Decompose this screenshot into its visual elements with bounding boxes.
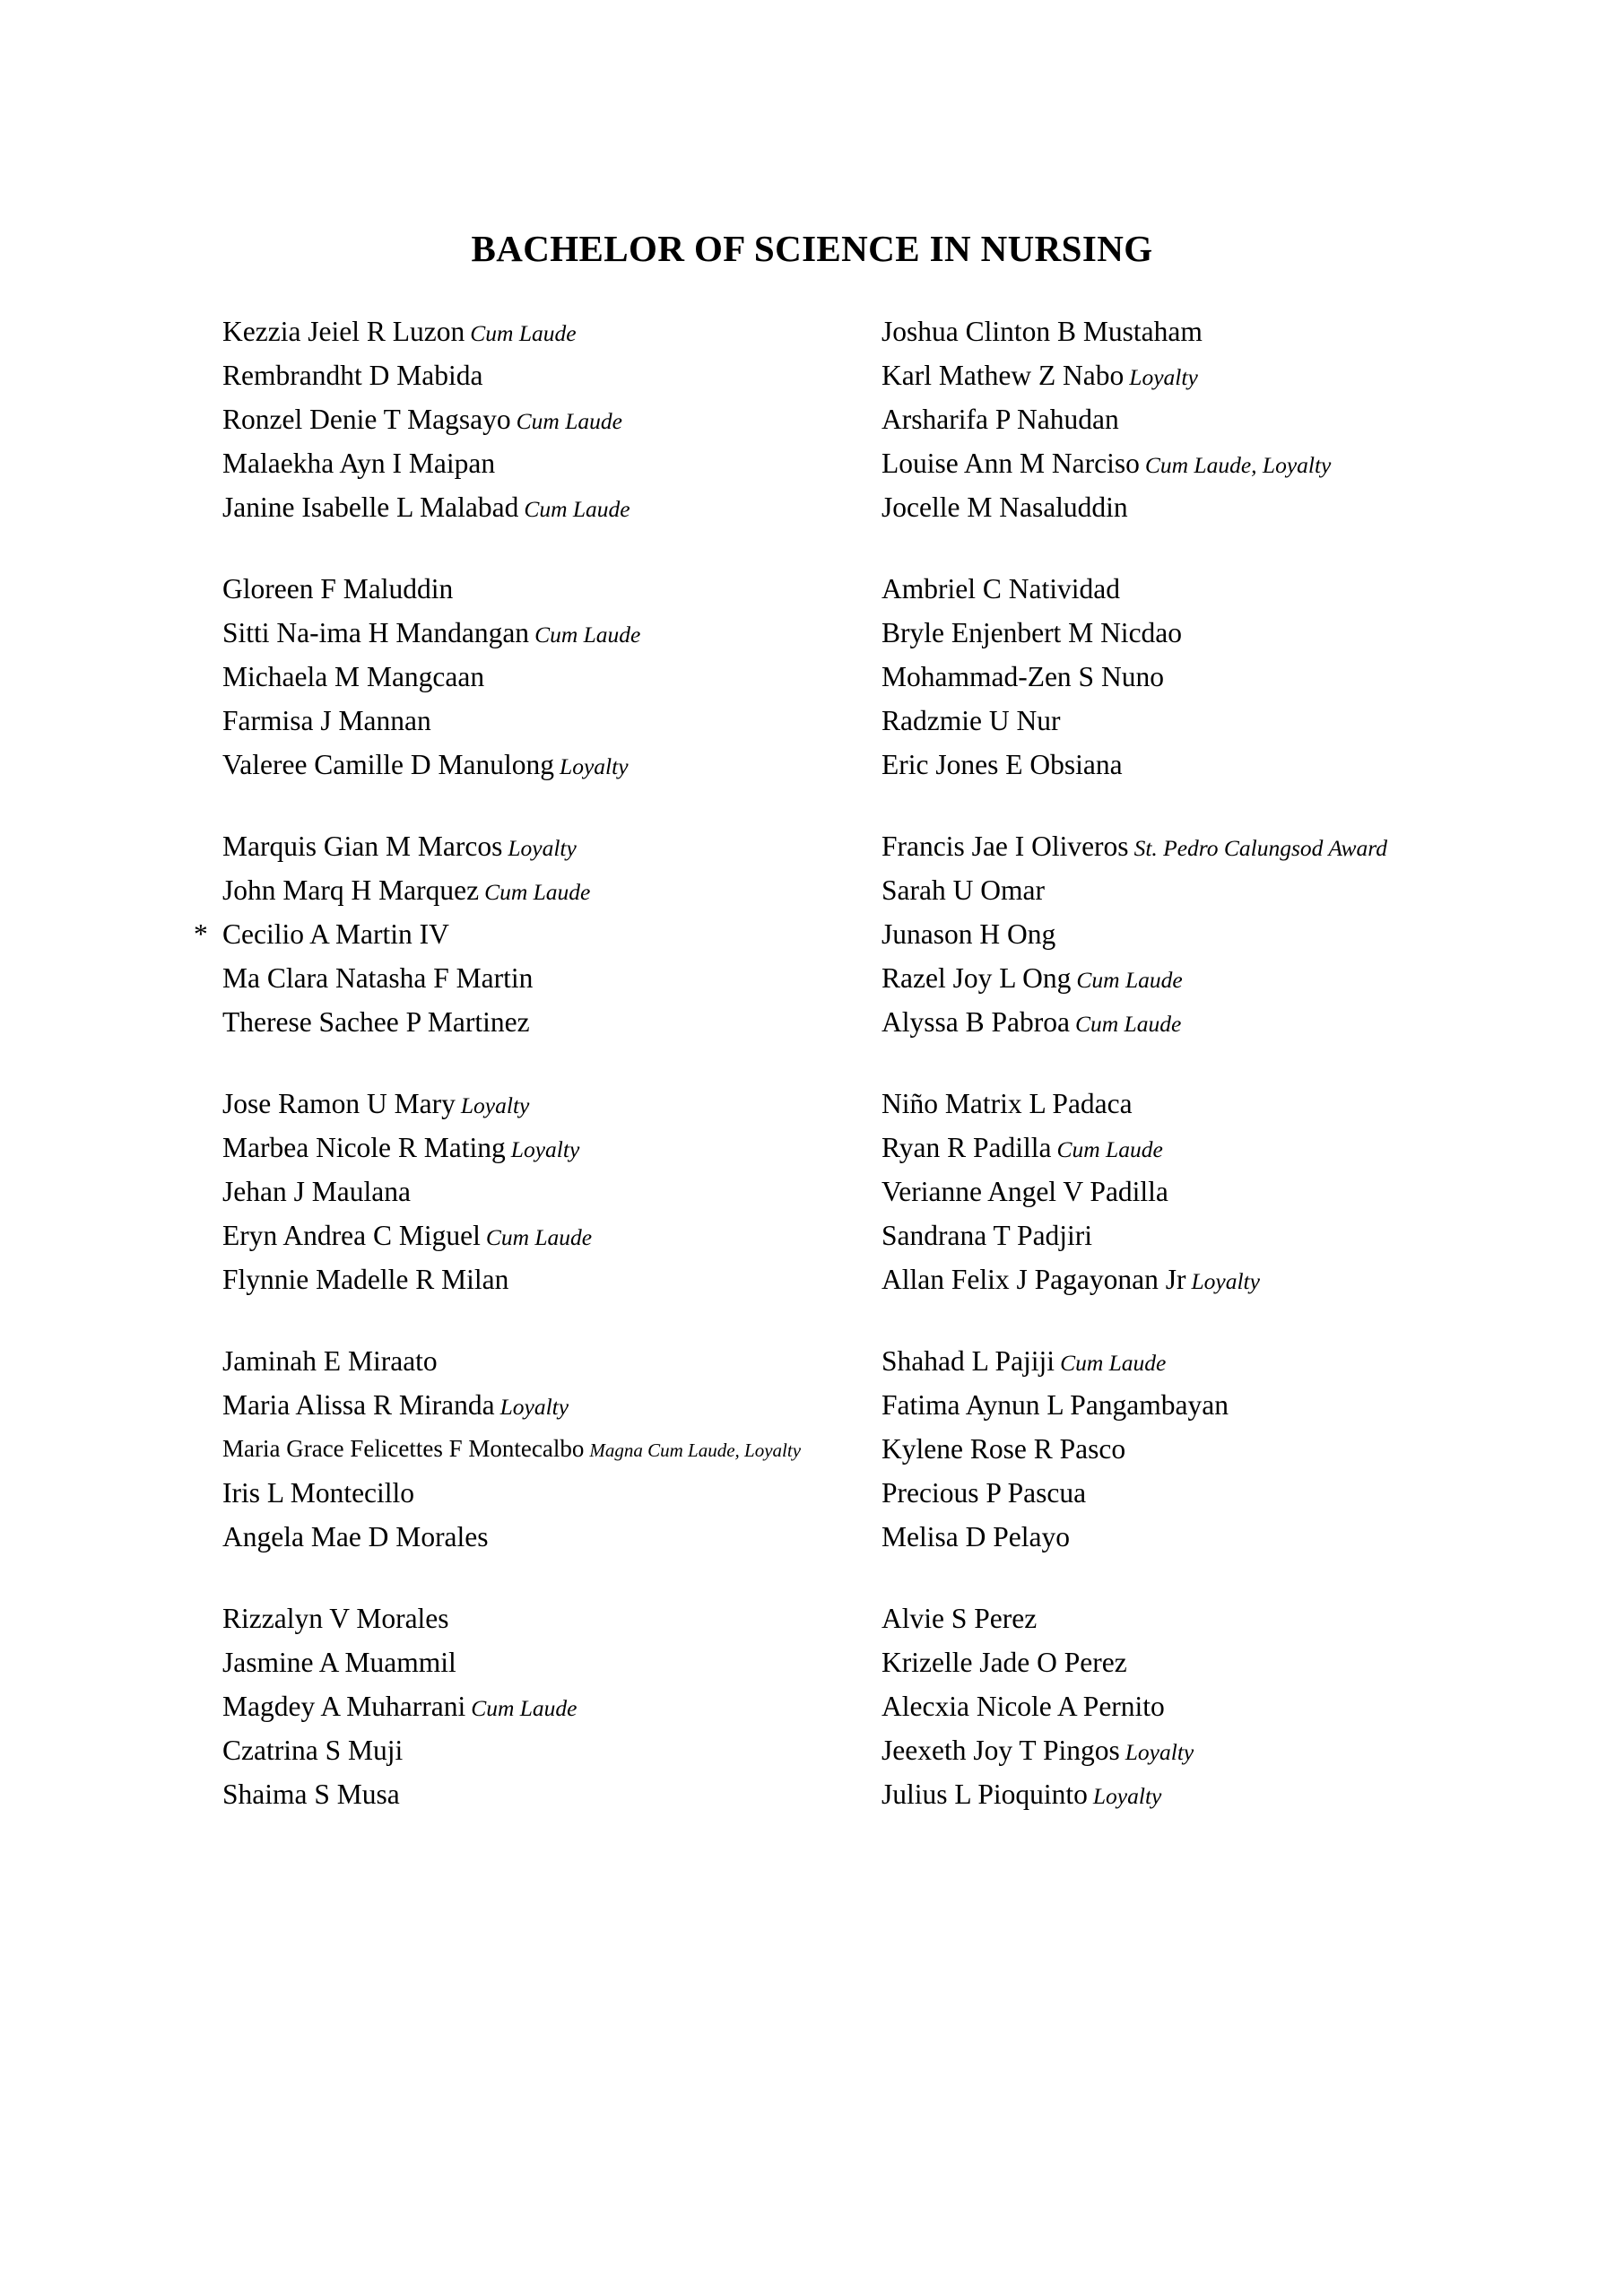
graduate-name: Ronzel Denie T Magsayo: [222, 404, 511, 435]
graduate-honor: Cum Laude: [1060, 1350, 1167, 1376]
graduate-entry: [881, 1257, 1563, 1301]
graduate-honor: Loyalty: [499, 1394, 569, 1420]
graduate-honor: Cum Laude, Loyalty: [1144, 452, 1332, 478]
graduate-name: Cecilio A Martin IV: [222, 918, 449, 950]
graduate-honor: Loyalty: [560, 753, 629, 779]
graduate-name: Alvie S Perez: [881, 1603, 1038, 1634]
graduate-honor: Loyalty: [1191, 1268, 1260, 1294]
graduate-entry: [222, 397, 850, 441]
graduate-entry: [222, 824, 850, 868]
graduate-name: Fatima Aynun L Pangambayan: [881, 1389, 1229, 1421]
graduate-entry: [881, 1427, 1563, 1471]
graduate-entry: [222, 699, 850, 743]
graduate-honor: Cum Laude: [1076, 967, 1183, 993]
graduate-name: Sandrana T Padjiri: [881, 1220, 1093, 1251]
graduate-name: Bryle Enjenbert M Nicdao: [881, 617, 1183, 648]
graduate-entry: [881, 1596, 1563, 1640]
graduate-name: Razel Joy L Ong: [881, 962, 1072, 994]
graduate-group: [222, 1596, 850, 1816]
graduate-entry: [881, 611, 1563, 655]
graduate-group: [881, 1339, 1563, 1559]
graduate-entry: [222, 1427, 850, 1471]
graduate-honor: Loyalty: [510, 1136, 580, 1162]
graduate-entry: [222, 485, 850, 529]
graduate-name: Shaima S Musa: [222, 1779, 400, 1810]
graduate-entry: [222, 868, 850, 912]
graduate-name: Ryan R Padilla: [881, 1132, 1052, 1163]
graduate-entry: [881, 1640, 1563, 1684]
graduate-name: Malaekha Ayn I Maipan: [222, 448, 496, 479]
graduate-honor: Cum Laude: [485, 1224, 593, 1250]
graduate-name: Krizelle Jade O Perez: [881, 1647, 1127, 1678]
graduate-entry: [222, 655, 850, 699]
graduate-honor: Magna Cum Laude, Loyalty: [589, 1439, 802, 1461]
graduate-name: Marquis Gian M Marcos: [222, 831, 503, 862]
graduate-entry: [222, 1596, 850, 1640]
graduate-name: Jocelle M Nasaluddin: [881, 491, 1128, 523]
graduate-entry: [222, 1772, 850, 1816]
graduate-name: Alecxia Nicole A Pernito: [881, 1691, 1165, 1722]
graduate-entry: [881, 485, 1563, 529]
graduate-entry: [881, 1515, 1563, 1559]
graduate-name: Kylene Rose R Pasco: [881, 1433, 1126, 1465]
graduate-name: Iris L Montecillo: [222, 1477, 415, 1509]
graduate-name: Jeexeth Joy T Pingos: [881, 1735, 1120, 1766]
asterisk-marker-icon: *: [194, 918, 208, 950]
graduate-group: [881, 567, 1563, 787]
graduate-entry: [881, 1082, 1563, 1126]
graduate-name: Michaela M Mangcaan: [222, 661, 485, 692]
graduate-name: Czatrina S Muji: [222, 1735, 404, 1766]
graduate-honor: Cum Laude: [470, 320, 577, 346]
graduate-entry: [222, 1000, 850, 1044]
graduate-name: Karl Mathew Z Nabo: [881, 360, 1125, 391]
graduate-entry: [881, 655, 1563, 699]
graduate-name: Gloreen F Maluddin: [222, 573, 454, 604]
graduate-name: Jasmine A Muammil: [222, 1647, 456, 1678]
graduate-name: John Marq H Marquez: [222, 874, 480, 906]
graduate-group: [881, 1596, 1563, 1816]
graduate-honor: Loyalty: [460, 1092, 530, 1118]
graduate-name: Sitti Na-ima H Mandangan: [222, 617, 530, 648]
graduate-entry: [222, 743, 850, 787]
graduate-name: Therese Sachee P Martinez: [222, 1006, 530, 1038]
graduate-column-left: [194, 309, 850, 1854]
graduate-name: Allan Felix J Pagayonan Jr: [881, 1264, 1186, 1295]
graduate-entry: [222, 1339, 850, 1383]
graduate-entry: [881, 1471, 1563, 1515]
graduate-column-right: [881, 309, 1563, 1854]
graduate-entry: [881, 1126, 1563, 1170]
graduate-entry: [881, 1684, 1563, 1728]
graduate-name: Verianne Angel V Padilla: [881, 1176, 1168, 1207]
graduate-entry: [881, 743, 1563, 787]
graduate-honor: Cum Laude: [516, 408, 622, 434]
graduate-entry: [222, 1082, 850, 1126]
page-title: BACHELOR OF SCIENCE IN NURSING: [471, 228, 1153, 270]
graduate-entry: [222, 1126, 850, 1170]
graduate-entry: [222, 353, 850, 397]
graduate-entry: [222, 1684, 850, 1728]
graduate-entry: [881, 1383, 1563, 1427]
graduate-entry: [881, 868, 1563, 912]
graduate-name: Farmisa J Mannan: [222, 705, 431, 736]
graduate-group: [222, 567, 850, 787]
graduate-name: Flynnie Madelle R Milan: [222, 1264, 509, 1295]
graduate-entry: [881, 309, 1563, 353]
graduate-name: Precious P Pascua: [881, 1477, 1087, 1509]
graduate-name: Radzmie U Nur: [881, 705, 1061, 736]
graduate-entry: [881, 1728, 1563, 1772]
graduate-entry: [881, 1772, 1563, 1816]
graduate-name: Ambriel C Natividad: [881, 573, 1120, 604]
graduate-entry: [222, 1471, 850, 1515]
graduate-entry: [222, 1257, 850, 1301]
graduate-entry: [222, 1515, 850, 1559]
graduate-entry: [881, 912, 1563, 956]
graduate-honor: Cum Laude: [471, 1695, 578, 1721]
graduate-honor: Cum Laude: [534, 622, 641, 648]
graduate-entry: [222, 1640, 850, 1684]
graduate-name: Janine Isabelle L Malabad: [222, 491, 519, 523]
graduate-name: Eric Jones E Obsiana: [881, 749, 1123, 780]
graduate-name: Arsharifa P Nahudan: [881, 404, 1119, 435]
graduate-group: [222, 309, 850, 529]
graduate-entry: [222, 611, 850, 655]
graduate-entry: [881, 1339, 1563, 1383]
graduate-entry: [881, 567, 1563, 611]
graduate-name: Valeree Camille D Manulong: [222, 749, 555, 780]
graduate-honor: Cum Laude: [1056, 1136, 1163, 1162]
graduate-entry: [222, 956, 850, 1000]
graduate-name: Alyssa B Pabroa: [881, 1006, 1070, 1038]
graduate-name: Jose Ramon U Mary: [222, 1088, 456, 1119]
graduate-group: [881, 1082, 1563, 1301]
graduate-entry: [881, 1170, 1563, 1213]
graduate-name: Niño Matrix L Padaca: [881, 1088, 1133, 1119]
graduate-name: Rembrandht D Mabida: [222, 360, 483, 391]
graduate-entry: [222, 567, 850, 611]
graduate-name: Angela Mae D Morales: [222, 1521, 489, 1552]
graduate-name: Melisa D Pelayo: [881, 1521, 1070, 1552]
graduate-name: Junason H Ong: [881, 918, 1056, 950]
graduate-name: Jehan J Maulana: [222, 1176, 411, 1207]
graduate-name: Joshua Clinton B Mustaham: [881, 316, 1203, 347]
graduate-entry: [222, 1728, 850, 1772]
graduate-name: Shahad L Pajiji: [881, 1345, 1055, 1377]
graduate-honor: Cum Laude: [524, 496, 630, 522]
graduate-name: Sarah U Omar: [881, 874, 1045, 906]
graduate-group: [881, 309, 1563, 529]
graduate-name: Julius L Pioquinto: [881, 1779, 1088, 1810]
graduate-name: Jaminah E Miraato: [222, 1345, 438, 1377]
graduate-entry: [222, 1213, 850, 1257]
graduate-honor: Cum Laude: [1074, 1011, 1182, 1037]
graduate-name: Magdey A Muharrani: [222, 1691, 466, 1722]
graduate-honor: Cum Laude: [484, 879, 591, 905]
graduate-entry: [222, 1383, 850, 1427]
graduate-name: Kezzia Jeiel R Luzon: [222, 316, 465, 347]
graduate-entry: [881, 1000, 1563, 1044]
graduate-name: Louise Ann M Narciso: [881, 448, 1140, 479]
graduate-group: [222, 1082, 850, 1301]
graduate-name: Mohammad-Zen S Nuno: [881, 661, 1164, 692]
graduate-entry: [881, 353, 1563, 397]
graduate-name: Francis Jae I Oliveros: [881, 831, 1129, 862]
graduate-group: [222, 1339, 850, 1559]
graduate-entry: [881, 956, 1563, 1000]
graduate-honor: Loyalty: [508, 835, 577, 861]
graduate-honor: Loyalty: [1129, 364, 1198, 390]
graduate-entry: [194, 912, 850, 956]
graduate-name: Maria Alissa R Miranda: [222, 1389, 495, 1421]
graduate-entry: [881, 1213, 1563, 1257]
graduate-honor: Loyalty: [1125, 1739, 1194, 1765]
graduate-name: Maria Grace Felicettes F Montecalbo: [222, 1435, 585, 1462]
graduate-honor: St. Pedro Calungsod Award: [1133, 835, 1387, 861]
graduate-name: Ma Clara Natasha F Martin: [222, 962, 534, 994]
graduate-entry: [222, 309, 850, 353]
graduate-honor: Loyalty: [1092, 1783, 1162, 1809]
graduate-entry: [222, 441, 850, 485]
graduate-name: Marbea Nicole R Mating: [222, 1132, 506, 1163]
graduate-entry: [222, 1170, 850, 1213]
graduate-entry: [881, 441, 1563, 485]
graduate-entry: [881, 397, 1563, 441]
graduate-group: [194, 824, 850, 1044]
graduate-name: Eryn Andrea C Miguel: [222, 1220, 481, 1251]
graduate-group: [881, 824, 1563, 1044]
graduate-entry: [881, 699, 1563, 743]
graduate-name: Rizzalyn V Morales: [222, 1603, 449, 1634]
graduate-entry: [881, 824, 1563, 868]
